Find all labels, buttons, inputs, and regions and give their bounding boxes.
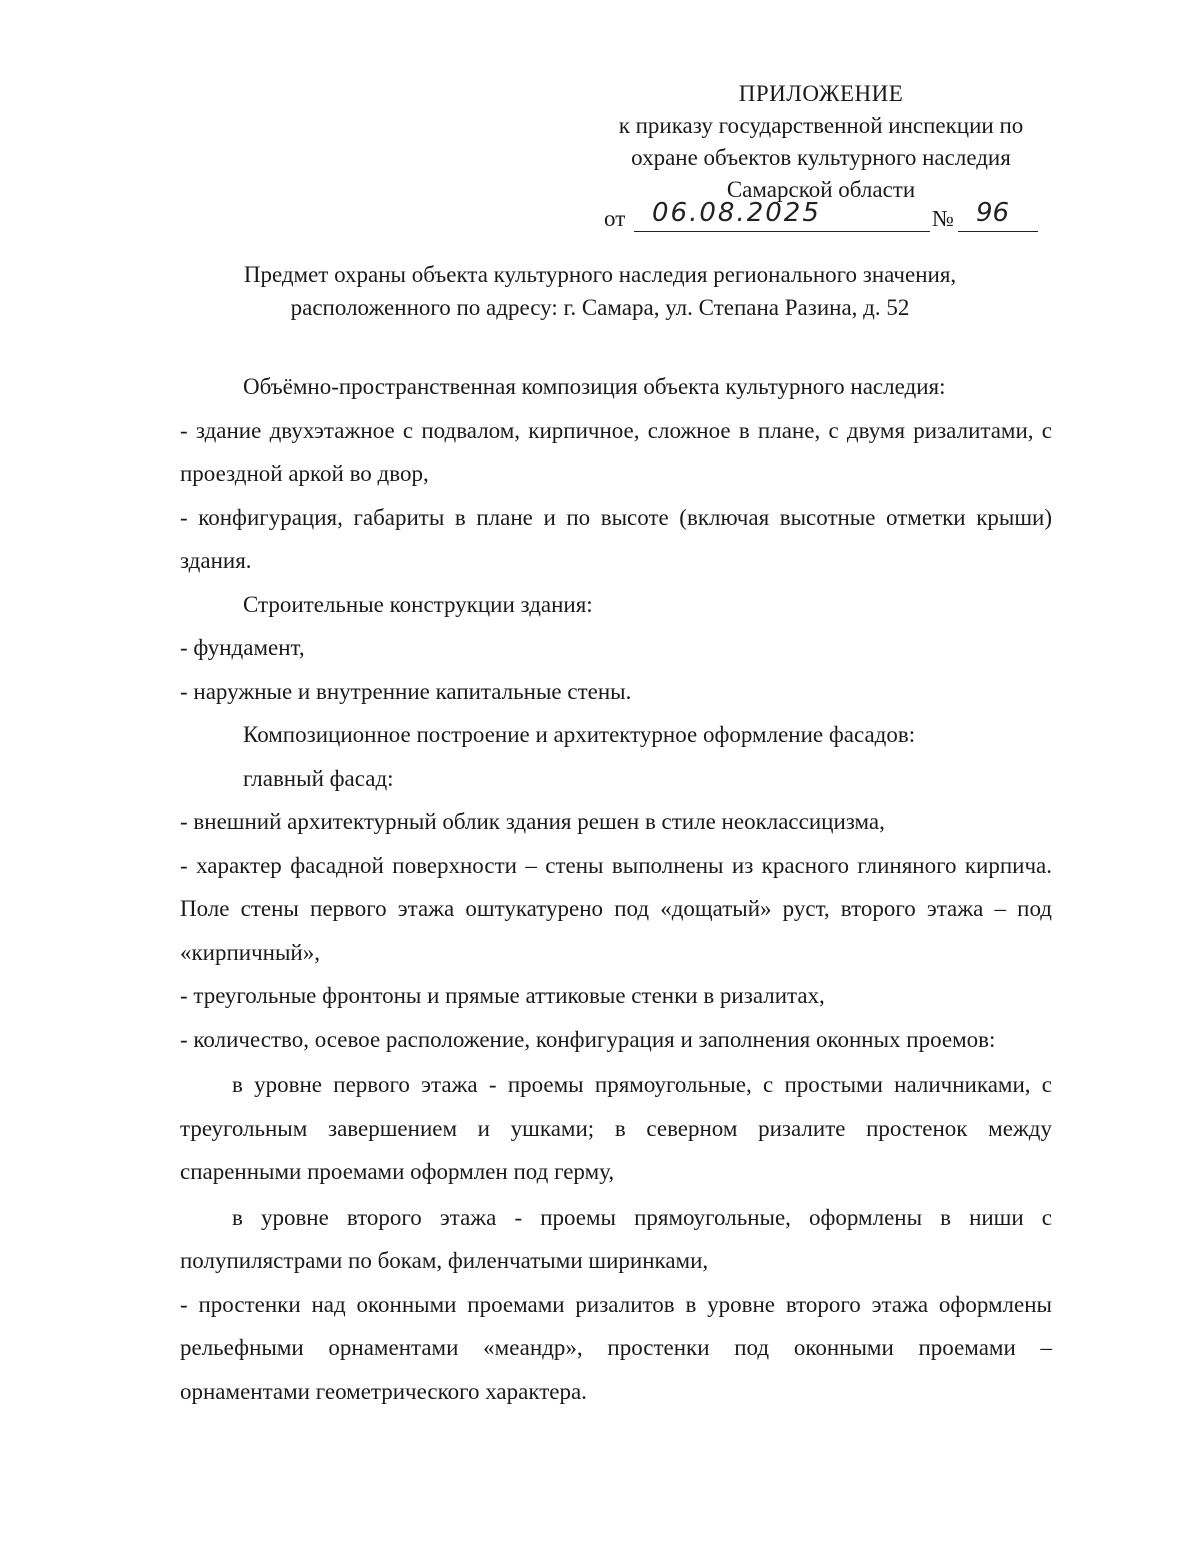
subject-line-2: расположенного по адресу: г. Самара, ул. Степана Разина, д. 52 (290, 295, 910, 320)
paragraph: - здание двухэтажное с подвалом, кирпичное, сложное в плане, с двумя ризалитами, с проездной аркой во двор, (180, 417, 1052, 486)
appendix-line-1: к приказу государственной инспекции по (618, 113, 1024, 138)
order-date-number-row (604, 200, 1044, 236)
subject-line-1: Предмет охраны объекта культурного наследия регионального значения, (243, 262, 957, 287)
paragraph: - наружные и внутренние капитальные стены. (180, 678, 632, 704)
appendix-line-3: Самарской области (726, 177, 916, 202)
number-underline (958, 231, 1038, 232)
paragraph: в уровне второго этажа - проемы прямоугольные, оформлены в ниши с полупилястрами по бокам, филенчатыми ширинками, (180, 1204, 1052, 1273)
paragraph: - треугольные фронтоны и прямые аттиковые стенки в ризалитах, (180, 983, 825, 1008)
document-body (180, 365, 1052, 1413)
section-heading-structures: Строительные конструкции здания: (243, 591, 593, 617)
subsection-heading-main-facade: главный фасад: (243, 765, 394, 791)
paragraph: в уровне первого этажа - проемы прямоугольные, с простыми наличниками, с треугольным завершением и ушками; в северном ризалите простенок между спаренными проемами оформлен под герму, (180, 1072, 1052, 1184)
handwritten-date: 06.08.2025 (652, 198, 821, 228)
paragraph: - характер фасадной поверхности – стены выполнены из красного глиняного кирпича. Поле стены первого этажа оштукатурено под «дощатый» руст, второго этажа – под «кирпичный», (180, 852, 1052, 965)
number-label: № (932, 206, 954, 231)
paragraph: - конфигурация, габариты в плане и по высоте (включая высотные отметки крыши) здания. (180, 504, 1052, 573)
date-prefix: от (604, 206, 626, 231)
handwritten-number: 96 (976, 198, 1010, 228)
paragraph: - внешний архитектурный облик здания решен в стиле неоклассицизма, (180, 809, 885, 834)
paragraph: - фундамент, (180, 635, 305, 660)
section-heading-facades: Композиционное построение и архитектурное оформление фасадов: (243, 722, 916, 747)
appendix-header (586, 78, 1056, 206)
paragraph: - простенки над оконными проемами ризалитов в уровне второго этажа оформлены рельефными орнаментами «меандр», простенки под оконными проемами – орнаментами геометрического характера. (180, 1291, 1052, 1404)
document-subject (150, 258, 1050, 324)
section-heading-composition: Объёмно-пространственная композиция объекта культурного наследия: (243, 374, 946, 399)
appendix-line-2: охране объектов культурного наследия (631, 145, 1011, 170)
date-underline (634, 231, 930, 232)
paragraph: - количество, осевое расположение, конфигурация и заполнения оконных проемов: (180, 1026, 996, 1052)
appendix-title: ПРИЛОЖЕНИЕ (738, 81, 904, 106)
